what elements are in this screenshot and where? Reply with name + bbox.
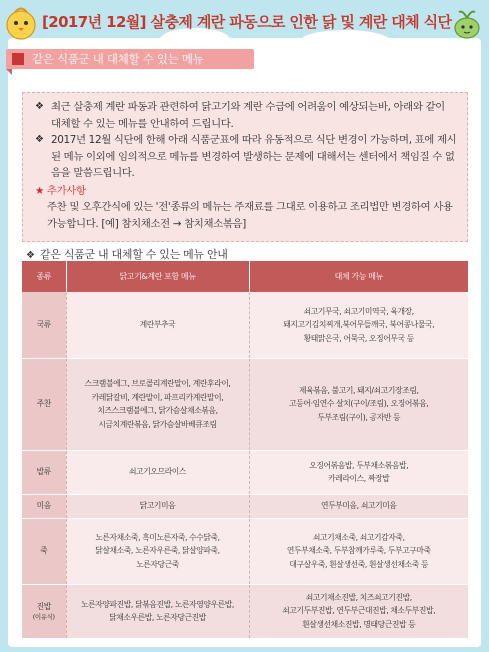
cell-kind xyxy=(22,358,66,450)
cell-alternative-menu xyxy=(249,450,468,494)
table-body xyxy=(22,292,468,638)
menu-line: 연두부채소죽, 두부참깨가루죽, 두부고구마죽 xyxy=(286,546,431,556)
notice-text: 최근 살충제 계란 파동과 관련하여 닭고기와 계란 수급에 어려움이 예상되는바, 아래와 같이 대체할 수 있는 메뉴를 안내하여 드립니다. xyxy=(51,101,445,130)
menu-line: 돼지고기김치찌개,북어무들깨국, 북어콩나물국, xyxy=(283,320,435,329)
section-ribbon xyxy=(6,49,254,69)
table-row xyxy=(22,450,468,494)
menu-line: 닭살채소죽, 노른자우른죽, 닭살양파죽, xyxy=(95,546,220,556)
menu-line: 닭채소우른밥, 노른자당근진밥 xyxy=(109,613,206,622)
table-title xyxy=(26,246,228,262)
star-icon: ★ xyxy=(35,184,44,197)
cell-alternative-menu xyxy=(249,358,468,450)
chick-mascot-icon xyxy=(2,3,40,41)
substitution-table xyxy=(22,261,468,639)
menu-line: 두부조림(구이), 공자반 등 xyxy=(317,412,401,422)
menu-line: 쇠고기채소죽, 쇠고기감자죽, xyxy=(312,532,405,542)
cell-original-menu xyxy=(66,358,249,450)
menu-line: 대구살우죽, 흰살생선죽, 흰살생선채소죽 등 xyxy=(289,559,429,569)
menu-line: 제육볶음, 불고기, 돼지/쇠고기장조림, xyxy=(298,385,419,395)
diamond-bullet-icon: ❖ xyxy=(26,250,35,261)
table-row xyxy=(22,292,468,358)
cell-original-menu xyxy=(66,292,249,358)
menu-line: 계란부추국 xyxy=(139,320,176,329)
menu-line: 쇠고기오므라이스 xyxy=(128,467,187,477)
table-header-row xyxy=(22,261,468,292)
cell-alternative-menu xyxy=(249,292,468,358)
table-row xyxy=(22,584,468,638)
notice-box xyxy=(22,92,468,242)
menu-line: 카레닭갈비, 계란말이, 파프리카계란말이, xyxy=(91,392,224,402)
diamond-bullet-icon: ❖ xyxy=(35,134,44,145)
page-header xyxy=(42,6,451,36)
menu-line: 노른자채소죽, 흑미노른자죽, 수수닭죽, xyxy=(95,532,220,542)
cell-original-menu xyxy=(66,494,249,518)
menu-line: 고등어·임연수 살치(구이/조림), 오징어볶음, xyxy=(289,399,429,409)
cell-kind xyxy=(22,494,66,518)
cell-alternative-menu xyxy=(249,494,468,518)
extra-notice-text: 주찬 및 오후간식에 있는 '전'종류의 메뉴는 주재료를 그대로 이용하고 조리법만 변경하여 사용 가능합니다. [예] 참치채소전 → 참치채소볶음] xyxy=(47,201,453,230)
table-row xyxy=(22,358,468,450)
cell-alternative-menu xyxy=(249,584,468,638)
menu-line: 치즈스크램블에그, 닭가슴살채소볶음, xyxy=(97,406,218,415)
notice-text: 2017년 12월 식단에 한해 아래 식품군표에 따라 유동적으로 식단 변경이 가능하며, 표에 제시된 메뉴 이외에 임의적으로 메뉴를 변경하여 발생하는 문제에 대해서는 센터에서 책임질 수 없음을 말씀드립니다. xyxy=(51,134,457,179)
menu-line: 노른자양파진밥, 닭볶음진밥, 노른자영양우른밥, xyxy=(80,599,235,609)
header-alternative-menu: 대체 가능 메뉴 xyxy=(249,261,468,292)
cell-kind xyxy=(22,518,66,584)
page-title: [2017년 12월] 살충제 계란 파동으로 인한 닭 및 계란 대체 식단 xyxy=(42,12,452,31)
menu-line: 쇠고기채소진밥, 치즈쇠고기진밥, xyxy=(305,592,412,602)
header-original-menu: 닭고기&계란 포함 메뉴 xyxy=(66,261,249,292)
cell-original-menu xyxy=(66,584,249,638)
cell-original-menu xyxy=(66,518,249,584)
diamond-bullet-icon: ❖ xyxy=(35,101,44,112)
kind-label: 주찬 xyxy=(36,399,51,409)
notice-item xyxy=(35,99,457,132)
ribbon-fold-icon xyxy=(6,69,12,75)
kind-label: 죽 xyxy=(40,546,48,556)
table-row xyxy=(22,494,468,518)
menu-line: 쇠고기두부진밥, 연두부근대진밥, 채소두부진밥, xyxy=(282,606,436,616)
kind-sublabel: (이유식) xyxy=(32,613,55,622)
extra-notice-title: 추가사항 xyxy=(46,184,86,197)
menu-line: 쇠고기무국, 쇠고기미역국, 육개장, xyxy=(303,306,414,316)
ribbon-square-icon xyxy=(12,53,24,65)
menu-line: 시금치계란볶음, 닭가슴살바베큐조림 xyxy=(98,419,217,429)
kind-label: 국류 xyxy=(36,320,51,329)
cell-kind xyxy=(22,584,66,638)
section-title: 같은 식품군 내 대체할 수 있는 메뉴 xyxy=(32,52,204,66)
cell-alternative-menu xyxy=(249,518,468,584)
table-row xyxy=(22,518,468,584)
menu-line: 스크램블에그, 브로콜리계란말이, 계란후라이, xyxy=(84,379,231,388)
header-kind: 종류 xyxy=(22,261,66,292)
table-title-text: 같은 식품군 내 대체할 수 있는 메뉴 안내 xyxy=(40,248,228,261)
kind-label: 밥류 xyxy=(36,467,51,477)
kind-label: 진밥 xyxy=(36,601,51,611)
cell-original-menu xyxy=(66,450,249,494)
menu-line: 오징어볶음밥, 두부채소볶음밥, xyxy=(309,460,409,470)
cell-kind xyxy=(22,292,66,358)
menu-line: 흰살생선채소진밥, 명태당근진밥 등 xyxy=(302,619,416,629)
vegetable-mascot-icon xyxy=(449,6,485,40)
menu-line: 닭고기미음 xyxy=(139,501,176,511)
menu-line: 노른자당근죽 xyxy=(136,559,179,569)
menu-line: 연두부미음, 쇠고기미음 xyxy=(321,501,397,511)
kind-label: 미음 xyxy=(36,501,51,511)
cell-kind xyxy=(22,450,66,494)
extra-notice-heading xyxy=(35,183,457,200)
notice-item xyxy=(35,132,457,182)
menu-line: 카레라이스, 짜장밥 xyxy=(328,474,390,483)
menu-line: 황태맑은국, 어묵국, 오징어무국 등 xyxy=(303,333,414,343)
